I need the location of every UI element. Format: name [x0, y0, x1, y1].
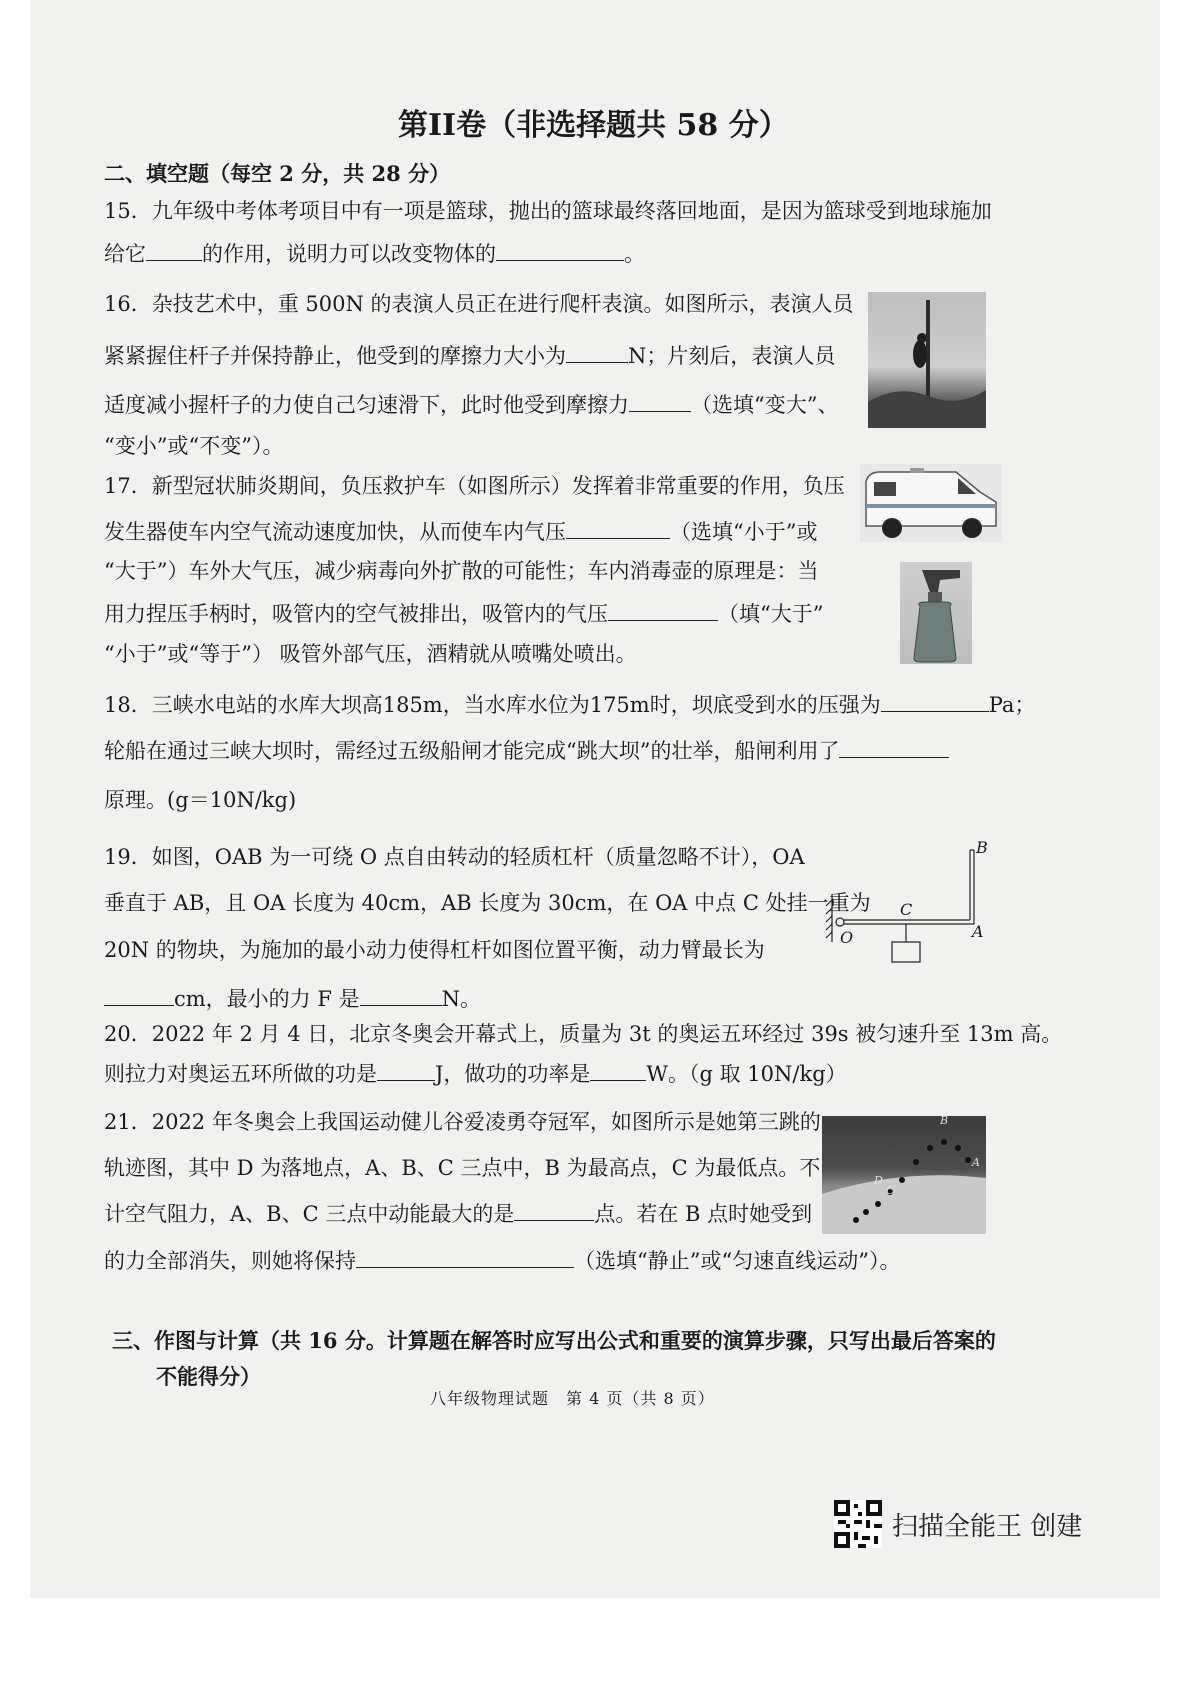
page-title: 第II卷（非选择题共 58 分） [398, 108, 789, 143]
q18-blank-1[interactable] [881, 689, 989, 712]
q15-line-2: 给它 的作用，说明力可以改变物体的 。 [104, 238, 645, 268]
q16-line-3: 适度减小握杆子的力使自己匀速滑下，此时他受到摩擦力 （选填“变大”、 [104, 389, 838, 419]
q19-line-2: 垂直于 AB，且 OA 长度为 40cm，AB 长度为 30cm，在 OA 中点 C 处挂一重为 [104, 891, 871, 915]
qr-code-icon [834, 1500, 882, 1548]
q21-line-3: 计空气阻力，A、B、C 三点中动能最大的是 点。若在 B 点时她受到 [104, 1198, 812, 1228]
ambulance-photo [860, 464, 1002, 542]
q15-blank-1[interactable] [146, 238, 202, 261]
q16-line-4: “变小”或“不变”）。 [104, 434, 284, 458]
q17-line-3: “大于”）车外大气压，减少病毒向外扩散的可能性；车内消毒壶的原理是：当 [104, 559, 819, 583]
q21-blank-1[interactable] [514, 1198, 594, 1221]
section-heading-calculation: 三、作图与计算（共 16 分。计算题在解答时应写出公式和重要的演算步骤，只写出最后答案的 [112, 1328, 996, 1353]
lever-label-o: O [840, 928, 854, 947]
q17-blank-2[interactable] [608, 598, 718, 621]
q17-line-2: 发生器使车内空气流动速度加快，从而使车内气压 （选填“小于”或 [104, 516, 817, 546]
q16-blank-2[interactable] [629, 389, 691, 412]
q15-blank-2[interactable] [496, 238, 624, 261]
section-heading-fill-blank: 二、填空题（每空 2 分，共 28 分） [104, 161, 451, 186]
q19-blank-1[interactable] [104, 983, 174, 1006]
q18-line-1: 18．三峡水电站的水库大坝高185m，当水库水位为175m时，坝底受到水的压强为 Pa； [104, 689, 1035, 719]
trajectory-label-c: C [886, 1184, 895, 1197]
q17-blank-1[interactable] [566, 516, 670, 539]
lever-label-b: B [976, 838, 988, 857]
spray-bottle-photo [900, 562, 972, 664]
trajectory-label-d: D [874, 1174, 883, 1187]
pole-climbing-photo [868, 292, 986, 428]
q21-line-1: 21．2022 年冬奥会上我国运动健儿谷爱凌勇夺冠军，如图所示是她第三跳的 [104, 1110, 821, 1134]
q21-line-2: 轨迹图，其中 D 为落地点，A、B、C 三点中，B 为最高点，C 为最低点。不 [104, 1156, 821, 1180]
q16-line-1: 16．杂技艺术中，重 500N 的表演人员正在进行爬杆表演。如图所示，表演人员 [104, 292, 854, 316]
q16-line-2: 紧紧握住杆子并保持静止，他受到的摩擦力大小为 N；片刻后，表演人员 [104, 340, 835, 370]
trajectory-label-a: A [972, 1156, 980, 1169]
q18-line-3: 原理。(g＝10N/kg) [104, 788, 297, 812]
q17-line-1: 17．新型冠状肺炎期间，负压救护车（如图所示）发挥着非常重要的作用，负压 [104, 474, 845, 498]
page-footer: 八年级物理试题 第 4 页（共 8 页） [430, 1389, 715, 1408]
q16-blank-1[interactable] [566, 340, 628, 363]
section-heading-calculation-cont: 不能得分） [156, 1364, 261, 1389]
trajectory-label-b: B [940, 1116, 949, 1127]
q20-blank-2[interactable] [590, 1058, 646, 1081]
q17-line-4: 用力捏压手柄时，吸管内的空气被排出，吸管内的气压 （填“大于” [104, 598, 823, 628]
q19-line-1: 19．如图，OAB 为一可绕 O 点自由转动的轻质杠杆（质量忽略不计），OA [104, 845, 805, 869]
q18-line-2: 轮船在通过三峡大坝时，需经过五级船闸才能完成“跳大坝”的壮举，船闸利用了 [104, 735, 949, 765]
q19-line-3: 20N 的物块，为施加的最小动力使得杠杆如图位置平衡，动力臂最长为 [104, 938, 765, 962]
q15-line-1: 15．九年级中考体考项目中有一项是篮球，抛出的篮球最终落回地面，是因为篮球受到地球施加 [104, 199, 992, 223]
lever-label-c: C [900, 900, 913, 919]
ski-jump-trajectory-photo [822, 1116, 986, 1234]
scanner-watermark: 扫描全能王 创建 [892, 1512, 1083, 1542]
q19-blank-2[interactable] [360, 983, 442, 1006]
q17-line-5: “小于”或“等于”） 吸管外部气压，酒精就从喷嘴处喷出。 [104, 642, 637, 666]
q21-blank-2[interactable] [356, 1245, 574, 1268]
q20-line-2: 则拉力对奥运五环所做的功是 J，做功的功率是 W。（g 取 10N/kg） [104, 1058, 847, 1088]
q18-blank-2[interactable] [839, 735, 949, 758]
lever-diagram [822, 836, 992, 968]
q20-line-1: 20．2022 年 2 月 4 日，北京冬奥会开幕式上，质量为 3t 的奥运五环经过 39s 被匀速升至 13m 高。 [104, 1022, 1063, 1046]
q20-blank-1[interactable] [377, 1058, 435, 1081]
lever-label-a: A [972, 922, 984, 941]
q19-line-4: cm，最小的力 F 是 N。 [104, 983, 481, 1013]
q21-line-4: 的力全部消失，则她将保持 （选填“静止”或“匀速直线运动”）。 [104, 1245, 900, 1275]
